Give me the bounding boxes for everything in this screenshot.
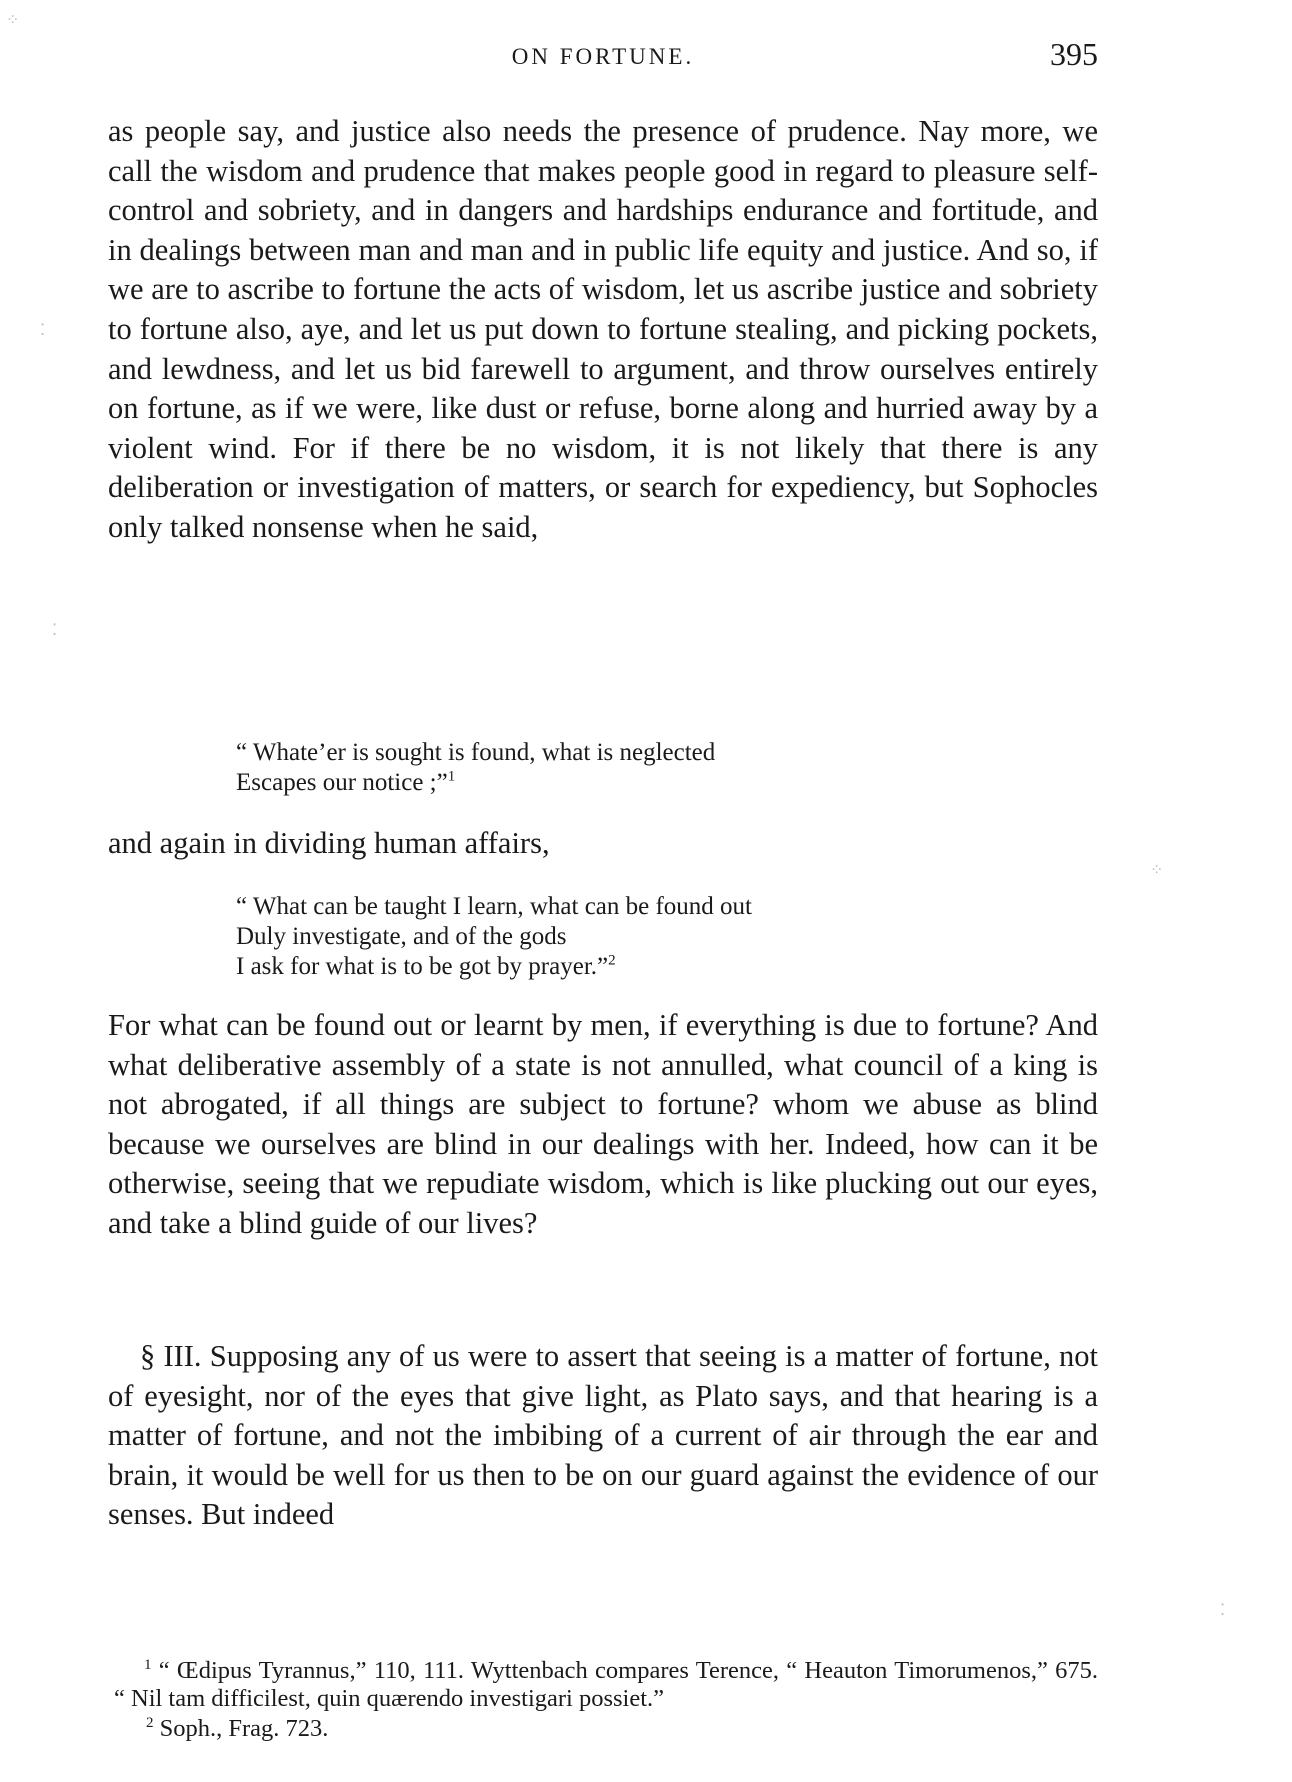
footnotes — [114, 1657, 1098, 1743]
verse-line — [236, 768, 1096, 798]
scan-speck: ⁘ — [6, 12, 20, 29]
paragraph-prudence: as people say, and justice also needs the presence of prudence. Nay more, we call the wisdom and prudence that makes people good in regard to pleasure self-control and sobriety, and in dangers and hardships endurance and fortitude, and in dealings between man and man and in public life equity and justice. And so, if we are to ascribe to fortune the acts of wisdom, let us ascribe justice and sobriety to fortune also, aye, and let us put down to fortune stealing, and picking pockets, and lewdness, and let us bid farewell to argument, and throw ourselves entirely on fortune, as if we were, like dust or refuse, borne along and hurried away by a violent wind. For if there be no wisdom, it is not likely that there is any deliberation or investigation of matters, or search for expediency, but Sophocles only talked nonsense when he said, — [108, 114, 1098, 544]
footnote-marker: 2 — [146, 1714, 154, 1731]
verse-line-text: I ask for what is to be got by prayer.” — [236, 953, 609, 980]
verse-quotation-sophocles — [236, 738, 1096, 798]
paragraph-blind-guide: For what can be found out or learnt by men, if everything is due to fortune? And what deliberative assembly of a state is not annulled, what council of a king is not abrogated, if all things are subject to fortune? whom we abuse as blind because we ourselves are blind in our dealings with her. Indeed, how can it be otherwise, seeing that we repudiate wisdom, which is like plucking out our eyes, and take a blind guide of our lives? — [108, 1008, 1098, 1240]
scan-speck: ⁚ — [40, 322, 46, 339]
page-header — [108, 36, 1098, 76]
footnote-marker: 1 — [144, 1656, 152, 1673]
verse-quotation-fragment — [236, 892, 1096, 982]
verse-line: “ Whate’er is sought is found, what is neglected — [236, 739, 716, 766]
footnote-2 — [114, 1715, 1098, 1743]
verse-line — [236, 952, 1096, 982]
verse-line: Duly investigate, and of the gods — [236, 923, 567, 950]
footnote-ref: 2 — [608, 952, 616, 969]
paragraph-dividing-affairs: and again in dividing human affairs, — [108, 826, 550, 860]
footnote-text: Soph., Frag. 723. — [159, 1715, 329, 1742]
scan-speck: ⁘ — [1150, 862, 1164, 879]
footnote-text: “ Œdipus Tyrannus,” 110, 111. Wyttenbach compares Terence, “ Heauton Timorumenos,” 675. “ Nil tam difficilest, quin quærendo investigari possiet.” — [114, 1657, 1098, 1712]
footnote-1 — [114, 1657, 1098, 1713]
paragraph-text: Supposing any of us were to assert that seeing is a matter of fortune, not of eyesight, nor of the eyes that give light, as Plato says, and that hearing is a matter of fortune, and not the imbibing of a current of air through the ear and brain, it would be well for us then to be on our guard against the evidence of our senses. But indeed — [108, 1339, 1099, 1532]
section-marker: § III. — [140, 1339, 202, 1373]
verse-line-text: Escapes our notice ;” — [236, 769, 448, 796]
paragraph-section-three — [108, 1337, 1098, 1535]
footnote-ref: 1 — [447, 768, 456, 785]
running-title: ON FORTUNE. — [511, 44, 695, 69]
scan-speck: ⁚ — [1220, 1602, 1226, 1619]
verse-line: “ What can be taught I learn, what can be found out — [236, 893, 753, 920]
page-number: 395 — [1050, 36, 1098, 72]
scan-speck: ⁚ — [52, 622, 58, 639]
